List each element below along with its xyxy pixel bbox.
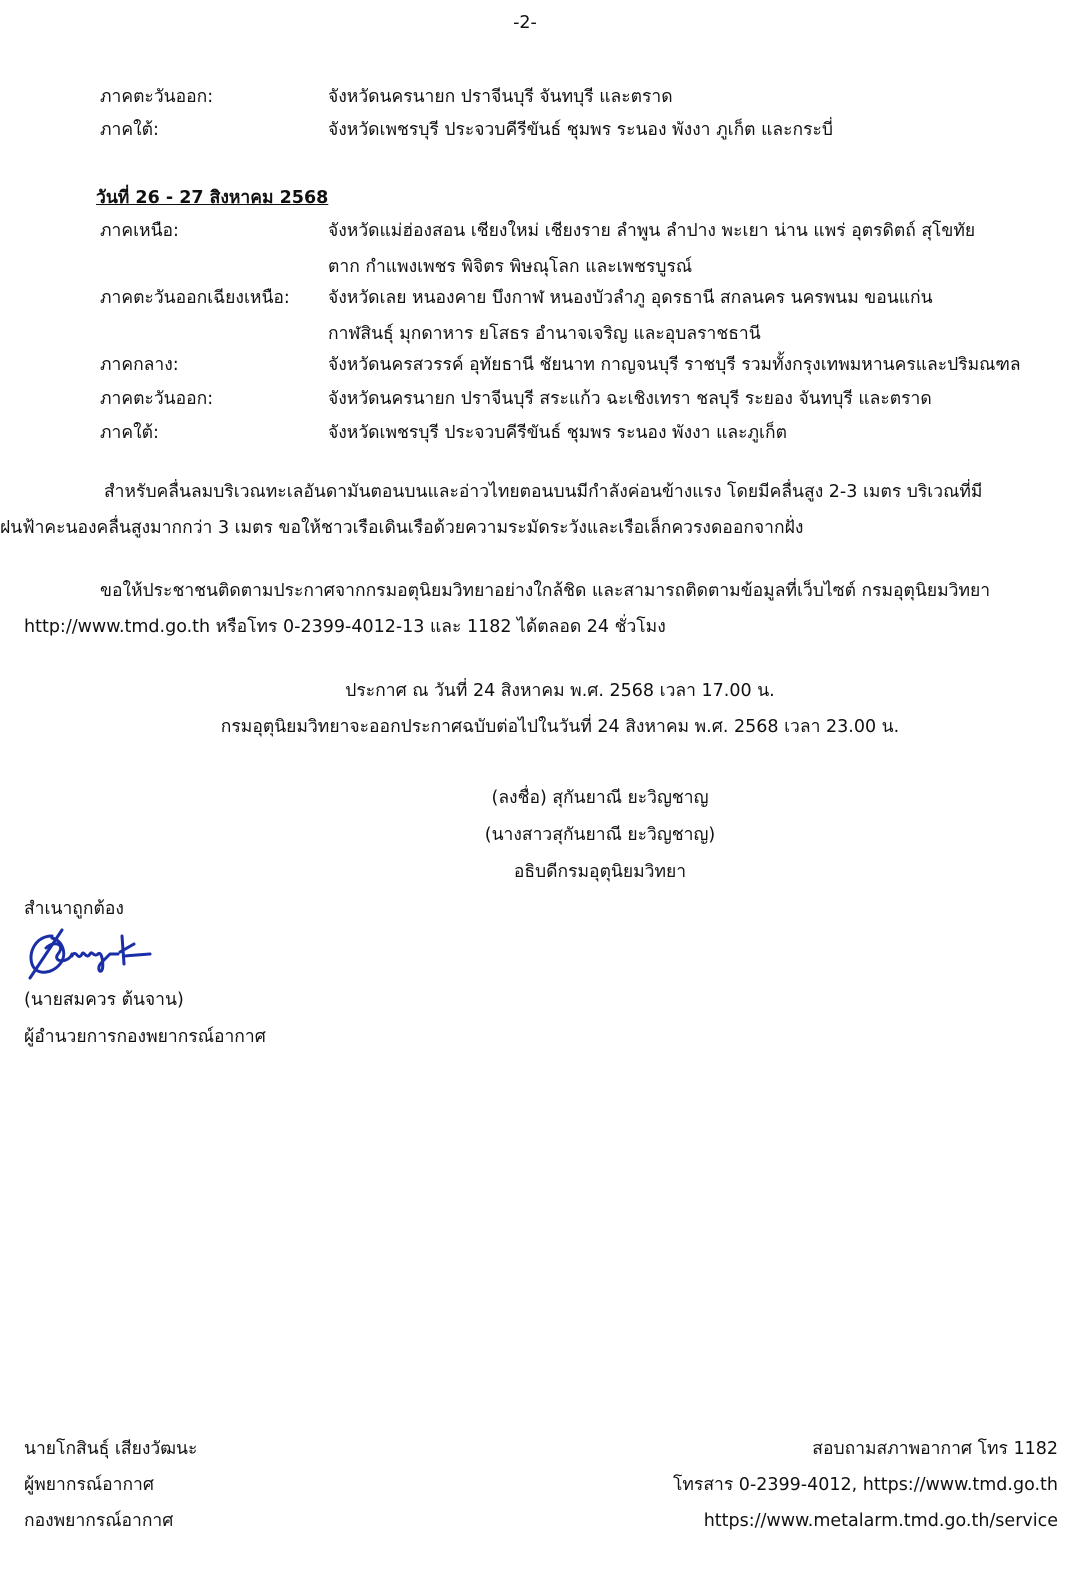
page-number: -2-: [513, 13, 537, 33]
province-list: จังหวัดแม่ฮ่องสอน เชียงใหม่ เชียงราย ลำพูน ลำปาง พะเยา น่าน แพร่ อุตรดิตถ์ สุโขทัย: [328, 221, 976, 241]
province-list: จังหวัดเลย หนองคาย บึงกาฬ หนองบัวลำภู อุดรธานี สกลนคร นครพนม ขอนแก่น: [328, 288, 933, 308]
contact-service-url: https://www.metalarm.tmd.go.th/service: [703, 1511, 1058, 1531]
follow-paragraph: [24, 580, 1034, 652]
region-label: ภาคตะวันออกเฉียงเหนือ:: [100, 288, 290, 308]
paragraph-line: ขอให้ประชาชนติดตามประกาศจากกรมอตุนิยมวิทยาอย่างใกล้ชิด และสามารถติดตามข้อมูลที่เว็บไซต์ กรมอุตุนิยมวิทยา: [100, 581, 991, 601]
wave-paragraph: [0, 481, 1034, 553]
signatory-name: (นางสาวสุกันยาณี ยะวิญชาญ): [484, 825, 716, 845]
region-label: ภาคใต้:: [100, 423, 159, 443]
signatory-block: [380, 787, 820, 898]
certified-copy-label: สำเนาถูกต้อง: [24, 899, 124, 919]
province-list: กาฬสินธุ์ มุกดาหาร ยโสธร อำนาจเจริญ และอุบลราชธานี: [328, 324, 761, 344]
announcement-block: [0, 680, 1080, 752]
announcement-line: ประกาศ ณ วันที่ 24 สิงหาคม พ.ศ. 2568 เวลา 17.00 น.: [345, 681, 775, 701]
forecaster-division: กองพยากรณ์อากาศ: [24, 1511, 174, 1531]
province-list: จังหวัดนครนายก ปราจีนบุรี จันทบุรี และตราด: [328, 87, 673, 107]
paragraph-line: http://www.tmd.go.th หรือโทร 0-2399-4012-13 และ 1182 ได้ตลอด 24 ชั่วโมง: [24, 617, 666, 637]
region-label: ภาคใต้:: [100, 120, 159, 140]
forecaster-name: นายโกสินธุ์ เสียงวัฒนะ: [24, 1439, 198, 1459]
contact-fax-web: โทรสาร 0-2399-4012, https://www.tmd.go.th: [673, 1475, 1058, 1495]
region-label: ภาคกลาง:: [100, 355, 179, 375]
footer-right: [673, 1438, 1058, 1546]
province-list: จังหวัดเพชรบุรี ประจวบคีรีขันธ์ ชุมพร ระนอง พังงา ภูเก็ต และกระบี่: [328, 120, 834, 140]
province-list: ตาก กำแพงเพชร พิจิตร พิษณุโลก และเพชรบูรณ์: [328, 257, 693, 277]
footer-left: [24, 1438, 197, 1546]
paragraph-line: สำหรับคลื่นลมบริเวณทะเลอันดามันตอนบนและอ่าวไทยตอนบนมีกำลังค่อนข้างแรง โดยมีคลื่นสูง 2-3 เมตร บริเวณที่มี: [104, 482, 983, 502]
province-list: จังหวัดนครนายก ปราจีนบุรี สระแก้ว ฉะเชิงเทรา ชลบุรี ระยอง จันทบุรี และตราด: [328, 389, 932, 409]
region-label: ภาคตะวันออก:: [100, 389, 214, 409]
signatory-position: อธิบดีกรมอุตุนิยมวิทยา: [513, 862, 687, 882]
contact-phone: สอบถามสภาพอากาศ โทร 1182: [812, 1439, 1058, 1459]
handwritten-signature-icon: [22, 922, 162, 984]
signatory-signed: (ลงชื่อ) สุกันยาณี ยะวิญชาญ: [491, 788, 709, 808]
announcement-line: กรมอุตุนิยมวิทยาจะออกประกาศฉบับต่อไปในวันที่ 24 สิงหาคม พ.ศ. 2568 เวลา 23.00 น.: [220, 717, 900, 737]
region-label: ภาคเหนือ:: [100, 221, 179, 241]
forecaster-title: ผู้พยากรณ์อากาศ: [24, 1475, 154, 1495]
certified-copy-position: ผู้อำนวยการกองพยากรณ์อากาศ: [24, 1027, 266, 1047]
date-heading: วันที่ 26 - 27 สิงหาคม 2568: [96, 188, 329, 208]
province-list: จังหวัดนครสวรรค์ อุทัยธานี ชัยนาท กาญจนบุรี ราชบุรี รวมทั้งกรุงเทพมหานครและปริมณฑล: [328, 355, 1021, 375]
region-label: ภาคตะวันออก:: [100, 87, 214, 107]
certified-copy-name: (นายสมควร ต้นจาน): [24, 990, 184, 1010]
province-list: จังหวัดเพชรบุรี ประจวบคีรีขันธ์ ชุมพร ระนอง พังงา และภูเก็ต: [328, 423, 787, 443]
paragraph-line: ฝนฟ้าคะนองคลื่นสูงมากกว่า 3 เมตร ขอให้ชาวเรือเดินเรือด้วยความระมัดระวังและเรือเล็กควรงดออกจากฝั่ง: [0, 518, 804, 538]
